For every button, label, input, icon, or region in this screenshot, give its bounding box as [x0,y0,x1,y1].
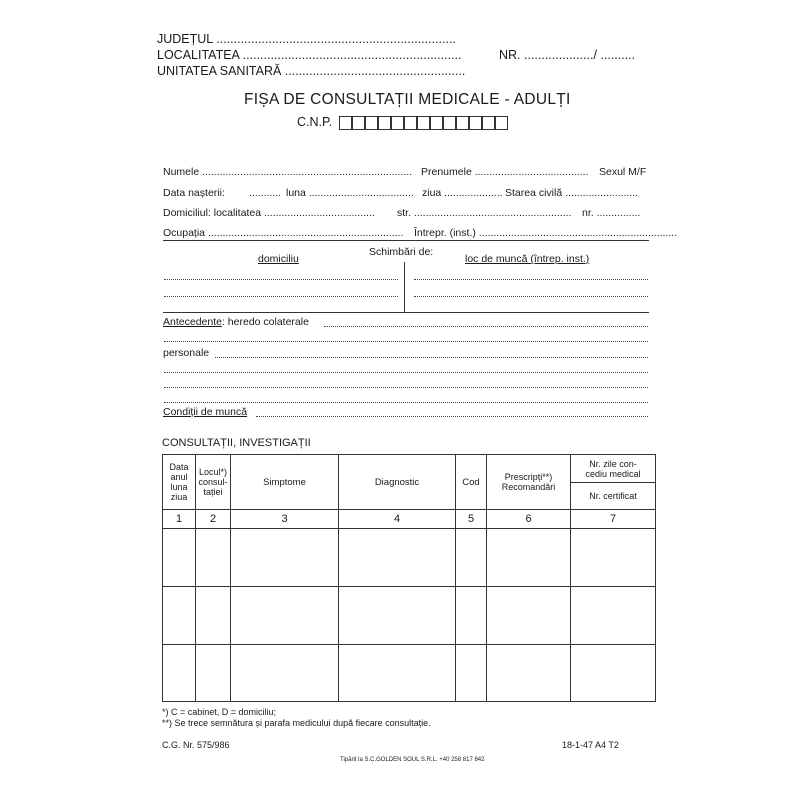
table-cell[interactable] [163,587,196,645]
header-prescriptii [487,455,571,510]
luna-field[interactable]: luna .................................... [286,187,414,199]
heredo-line[interactable] [164,341,648,342]
cnp-digit-box[interactable] [495,116,508,130]
loc-munca-line[interactable] [414,279,648,280]
cnp-digit-box[interactable] [469,116,482,130]
table-row [163,529,656,587]
header-text: Locul*) [198,467,227,477]
table-cell[interactable] [196,587,231,645]
table-cell[interactable] [163,645,196,702]
cnp-digit-box[interactable] [365,116,378,130]
printer-info: Tipărit la S.C.GOLDEN SOUL S.R.L. +40 258 817 842 [340,757,485,763]
header-text: Prescripți**) [504,472,553,482]
consultatii-table [162,454,656,702]
table-header-row [163,455,656,483]
domiciliu-line[interactable] [164,279,398,280]
form-code: 18-1-47 A4 T2 [562,740,619,750]
header-zile-concediu [571,455,656,483]
table-cell[interactable] [571,645,656,702]
table-cell[interactable] [339,529,456,587]
cnp-digit-box[interactable] [417,116,430,130]
antecedente-row [163,316,309,328]
nr-field[interactable]: NR. ..................../ .......... [499,48,636,62]
table-cell[interactable] [231,645,339,702]
conditii-line[interactable] [256,416,648,417]
schimbari-divider [404,262,405,312]
numele-field[interactable]: Numele ........................................................................ [163,166,413,178]
judet-field[interactable]: JUDEȚUL ..................................................................... [157,32,456,46]
table-cell[interactable] [456,529,487,587]
ocupatia-underline [163,240,649,241]
data-nasterii-year-field[interactable]: ........... [249,187,282,199]
cnp-digit-box[interactable] [339,116,352,130]
table-cell[interactable] [231,587,339,645]
header-simptome: Simptome [231,455,339,510]
cnp-digit-box[interactable] [404,116,417,130]
cg-number: C.G. Nr. 575/986 [162,740,230,750]
table-cell[interactable] [196,529,231,587]
heredo-label: : heredo colaterale [221,316,309,328]
column-number: 7 [571,510,656,529]
table-cell[interactable] [231,529,339,587]
domiciliu-line[interactable] [164,296,398,297]
consultatii-section-title: CONSULTAȚII, INVESTIGAȚII [162,437,311,449]
note-locul: *) C = cabinet, D = domiciliu; [162,707,277,717]
table-cell[interactable] [339,645,456,702]
loc-munca-line[interactable] [414,296,648,297]
personale-label: personale [163,347,210,359]
personale-line[interactable] [164,387,648,388]
sexul-field[interactable]: Sexul M/F [599,166,647,178]
cnp-digit-box[interactable] [482,116,495,130]
header-cod: Cod [456,455,487,510]
table-row [163,587,656,645]
personale-line[interactable] [215,357,648,358]
column-number: 4 [339,510,456,529]
intreprindere-field[interactable]: Întrepr. (inst.) .................................................................... [414,227,678,239]
data-nasterii-label: Data nașterii: [163,187,225,199]
cnp-digit-box[interactable] [456,116,469,130]
header-text: luna [170,482,188,492]
domiciliul-localitatea-field[interactable]: Domiciliul: localitatea ...................................... [163,207,375,219]
header-diagnostic: Diagnostic [339,455,456,510]
unitatea-sanitara-field[interactable]: UNITATEA SANITARĂ .................................................... [157,64,466,78]
column-number: 5 [456,510,487,529]
localitatea-field[interactable]: LOCALITATEA ............................................................... [157,48,462,62]
table-cell[interactable] [487,529,571,587]
table-cell[interactable] [456,587,487,645]
header-text: consul- [198,477,228,487]
header-text: Nr. zile con- [589,458,637,469]
cnp-digit-box[interactable] [391,116,404,130]
column-number: 1 [163,510,196,529]
table-cell[interactable] [487,645,571,702]
schimbari-label: Schimbări de: [369,246,434,258]
form-title: FIȘA DE CONSULTAȚII MEDICALE - ADULȚI [244,91,571,108]
table-cell[interactable] [196,645,231,702]
table-cell[interactable] [456,645,487,702]
cnp-digit-box[interactable] [352,116,365,130]
cnp-label: C.N.P. [297,115,333,129]
schimbari-underline [163,312,649,313]
ziua-field[interactable]: ziua .................... [422,187,503,199]
header-text: Data [169,462,189,472]
cnp-digit-box[interactable] [378,116,391,130]
starea-civila-field[interactable]: Starea civilă ......................... [505,187,639,199]
personale-line[interactable] [164,402,648,403]
header-text: tației [203,487,223,497]
header-text: Recomandări [501,482,556,492]
prenumele-field[interactable]: Prenumele ....................................... [421,166,589,178]
antecedente-label: Antecedente [163,316,222,328]
table-number-row [163,510,656,529]
cnp-digit-box[interactable] [443,116,456,130]
cnp-digit-box[interactable] [430,116,443,130]
column-number: 3 [231,510,339,529]
table-cell[interactable] [163,529,196,587]
table-cell[interactable] [487,587,571,645]
header-text: ziua [170,492,188,502]
heredo-line[interactable] [324,326,648,327]
column-number: 2 [196,510,231,529]
table-cell[interactable] [339,587,456,645]
conditii-de-munca-label: Condiții de muncă [163,406,248,418]
loc-de-munca-heading: loc de muncă (întrep. inst.) [465,253,590,265]
table-cell[interactable] [571,587,656,645]
domiciliu-heading: domiciliu [258,253,299,265]
strada-field[interactable]: str. ...................................................... [397,207,572,219]
table-cell[interactable] [571,529,656,587]
ocupatia-field[interactable]: Ocupația ................................................................... [163,227,404,239]
table-row [163,645,656,702]
note-semnatura: **) Se trece semnătura și parafa medicului după fiecare consultație. [162,718,431,728]
header-text: anul [170,472,188,482]
header-locul [196,455,231,510]
header-nr-certificat: Nr. certificat [571,483,656,510]
numar-field[interactable]: nr. ............... [582,207,641,219]
column-number: 6 [487,510,571,529]
header-data [163,455,196,510]
personale-line[interactable] [164,372,648,373]
header-text: cediu medical [585,468,641,479]
